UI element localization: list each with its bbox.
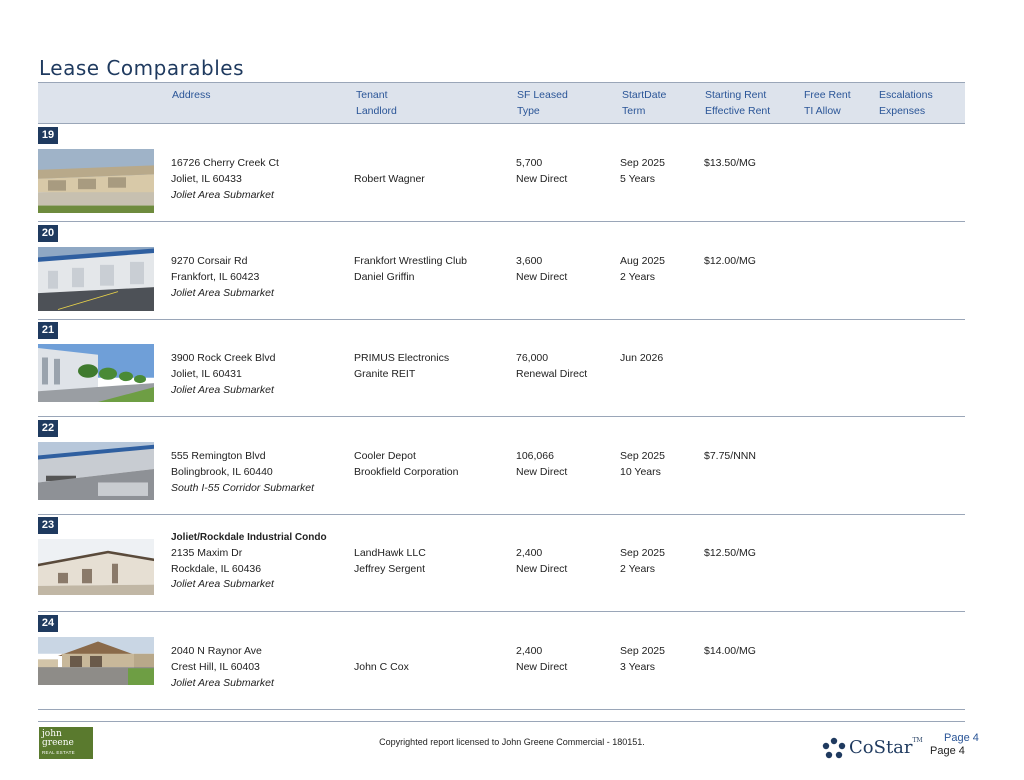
sf-leased: 3,600: [516, 255, 543, 267]
col-tenant-label: Tenant: [356, 89, 388, 101]
comp-number-badge: 22: [38, 420, 58, 437]
col-ti-allow-label: TI Allow: [804, 104, 841, 117]
comp-row-22: [38, 418, 965, 515]
start-term-block: [620, 254, 665, 286]
tenant-landlord-block: [354, 156, 425, 188]
landlord: Daniel Griffin: [354, 270, 415, 283]
comp-number-badge: 19: [38, 127, 58, 144]
submarket: Joliet Area Submarket: [171, 383, 274, 396]
logo-subtitle: REAL ESTATE: [42, 750, 75, 755]
col-header-tenant: [356, 88, 397, 119]
address-block: [171, 530, 327, 593]
rent-block: [704, 644, 756, 660]
lease-type: New Direct: [516, 270, 568, 283]
starting-rent: $14.00/MG: [704, 645, 756, 657]
col-header-start: [622, 88, 666, 119]
tenant-landlord-block: [354, 351, 449, 383]
comp-row-23: [38, 515, 965, 612]
sf-leased: 76,000: [516, 352, 549, 364]
col-term-label: Term: [622, 104, 646, 117]
street-address: 9270 Corsair Rd: [171, 255, 248, 267]
address-block: [171, 644, 274, 691]
comp-row-21: [38, 320, 965, 417]
starting-rent: $12.50/MG: [704, 547, 756, 559]
col-escalations-label: Escalations: [879, 89, 933, 101]
comp-number-badge: 20: [38, 225, 58, 242]
start-term-block: [620, 156, 665, 188]
starting-rent: $12.00/MG: [704, 255, 756, 267]
landlord: Jeffrey Sergent: [354, 562, 426, 575]
rent-block: [704, 156, 756, 172]
costar-wordmark: [849, 737, 923, 758]
col-start-label: StartDate: [622, 89, 667, 101]
start-term-block: [620, 644, 665, 676]
tenant: [354, 156, 425, 172]
street-address: 16726 Cherry Creek Ct: [171, 157, 279, 169]
city-state-zip: Frankfort, IL 60423: [171, 270, 260, 283]
page-number: Page 4: [944, 732, 979, 744]
landlord: Granite REIT: [354, 367, 416, 380]
sf-leased: 2,400: [516, 547, 543, 559]
start-term-block: [620, 546, 665, 578]
address-block: [171, 449, 314, 496]
col-header-address: [172, 88, 211, 104]
address-block: [171, 156, 279, 203]
lease-type: Renewal Direct: [516, 367, 588, 380]
landlord: John C Cox: [354, 660, 409, 673]
page-title: Lease Comparables: [39, 56, 245, 80]
costar-logo: [822, 737, 923, 759]
tenant-landlord-block: [354, 546, 426, 578]
costar-star-icon: [822, 737, 846, 759]
submarket: Joliet Area Submarket: [171, 676, 274, 689]
term: 3 Years: [620, 660, 656, 673]
sf-type-block: [516, 449, 567, 481]
starting-rent: $13.50/MG: [704, 157, 756, 169]
start-date: Sep 2025: [620, 450, 665, 462]
comp-row-19: [38, 125, 965, 222]
comp-row-24: [38, 613, 965, 710]
street-address: 2040 N Raynor Ave: [171, 645, 262, 657]
col-free-rent-label: Free Rent: [804, 89, 851, 101]
term: 2 Years: [620, 562, 656, 575]
rent-block: [704, 449, 756, 465]
comp-number-badge: 23: [38, 517, 58, 534]
tenant-landlord-block: [354, 254, 467, 286]
street-address: 555 Remington Blvd: [171, 450, 266, 462]
col-header-escalations: [879, 88, 933, 119]
col-expenses-label: Expenses: [879, 104, 926, 117]
tenant: Frankfort Wrestling Club: [354, 255, 468, 267]
street-address: 3900 Rock Creek Blvd: [171, 352, 276, 364]
col-landlord-label: Landlord: [356, 104, 397, 117]
city-state-zip: Joliet, IL 60433: [171, 172, 242, 185]
city-state-zip: Crest Hill, IL 60403: [171, 660, 260, 673]
copyright-notice: Copyrighted report licensed to John Greene Commercial - 180151.: [379, 737, 645, 747]
property-name: Joliet/Rockdale Industrial Condo: [171, 532, 327, 543]
start-date: Jun 2026: [620, 352, 664, 364]
comp-number-badge: 24: [38, 615, 58, 632]
lease-type: New Direct: [516, 465, 568, 478]
property-photo: [38, 344, 154, 402]
submarket: Joliet Area Submarket: [171, 188, 274, 201]
col-type-label: Type: [517, 104, 540, 117]
tenant: Cooler Depot: [354, 450, 416, 462]
tenant-landlord-block: [354, 644, 409, 676]
sf-leased: 2,400: [516, 645, 543, 657]
sf-leased: 106,066: [516, 450, 554, 462]
lease-type: New Direct: [516, 562, 568, 575]
sf-type-block: [516, 156, 567, 188]
city-state-zip: Joliet, IL 60431: [171, 367, 242, 380]
col-header-sf: [517, 88, 568, 119]
tenant: LandHawk LLC: [354, 547, 426, 559]
term: 2 Years: [620, 270, 656, 283]
property-photo: [38, 442, 154, 500]
logo-line-1: john: [42, 729, 62, 739]
rent-block: [704, 546, 756, 562]
sf-type-block: [516, 546, 567, 578]
property-photo: [38, 247, 154, 311]
start-date: Sep 2025: [620, 547, 665, 559]
lease-type: New Direct: [516, 660, 568, 673]
col-address-label: Address: [172, 89, 211, 101]
start-date: Aug 2025: [620, 255, 665, 267]
property-photo: [38, 149, 154, 213]
col-effective-rent-label: Effective Rent: [705, 104, 771, 117]
start-term-block: [620, 351, 663, 367]
starting-rent: $7.75/NNN: [704, 450, 756, 462]
tenant: PRIMUS Electronics: [354, 352, 450, 364]
tenant-landlord-block: [354, 449, 458, 481]
page-number-secondary: Page 4: [930, 745, 965, 757]
table-header: [38, 82, 965, 124]
col-sf-label: SF Leased: [517, 89, 568, 101]
landlord: Brookfield Corporation: [354, 465, 459, 478]
submarket: Joliet Area Submarket: [171, 578, 274, 591]
sf-type-block: [516, 644, 567, 676]
sf-type-block: [516, 351, 587, 383]
sf-type-block: [516, 254, 567, 286]
address-block: [171, 351, 275, 398]
city-state-zip: Bolingbrook, IL 60440: [171, 465, 273, 478]
landlord: Robert Wagner: [354, 172, 425, 185]
costar-trademark: TM: [912, 737, 923, 744]
comp-number-badge: 21: [38, 322, 58, 339]
property-photo: [38, 539, 154, 595]
start-date: Sep 2025: [620, 157, 665, 169]
col-header-free-rent: [804, 88, 851, 119]
city-state-zip: Rockdale, IL 60436: [171, 562, 262, 575]
col-header-rent: [705, 88, 770, 119]
costar-name: CoStar: [849, 737, 913, 758]
term: 10 Years: [620, 465, 661, 478]
submarket: Joliet Area Submarket: [171, 286, 274, 299]
lease-type: New Direct: [516, 172, 568, 185]
sf-leased: 5,700: [516, 157, 543, 169]
submarket: South I-55 Corridor Submarket: [171, 481, 314, 494]
address-block: [171, 254, 274, 301]
start-term-block: [620, 449, 665, 481]
start-date: Sep 2025: [620, 645, 665, 657]
term: 5 Years: [620, 172, 656, 185]
rent-block: [704, 254, 756, 270]
col-starting-rent-label: Starting Rent: [705, 89, 767, 101]
footer-divider: [38, 721, 965, 722]
comp-row-20: [38, 223, 965, 320]
logo-line-2: greene: [42, 738, 74, 748]
property-photo: [38, 637, 154, 685]
tenant: [354, 644, 409, 660]
street-address: 2135 Maxim Dr: [171, 546, 243, 559]
